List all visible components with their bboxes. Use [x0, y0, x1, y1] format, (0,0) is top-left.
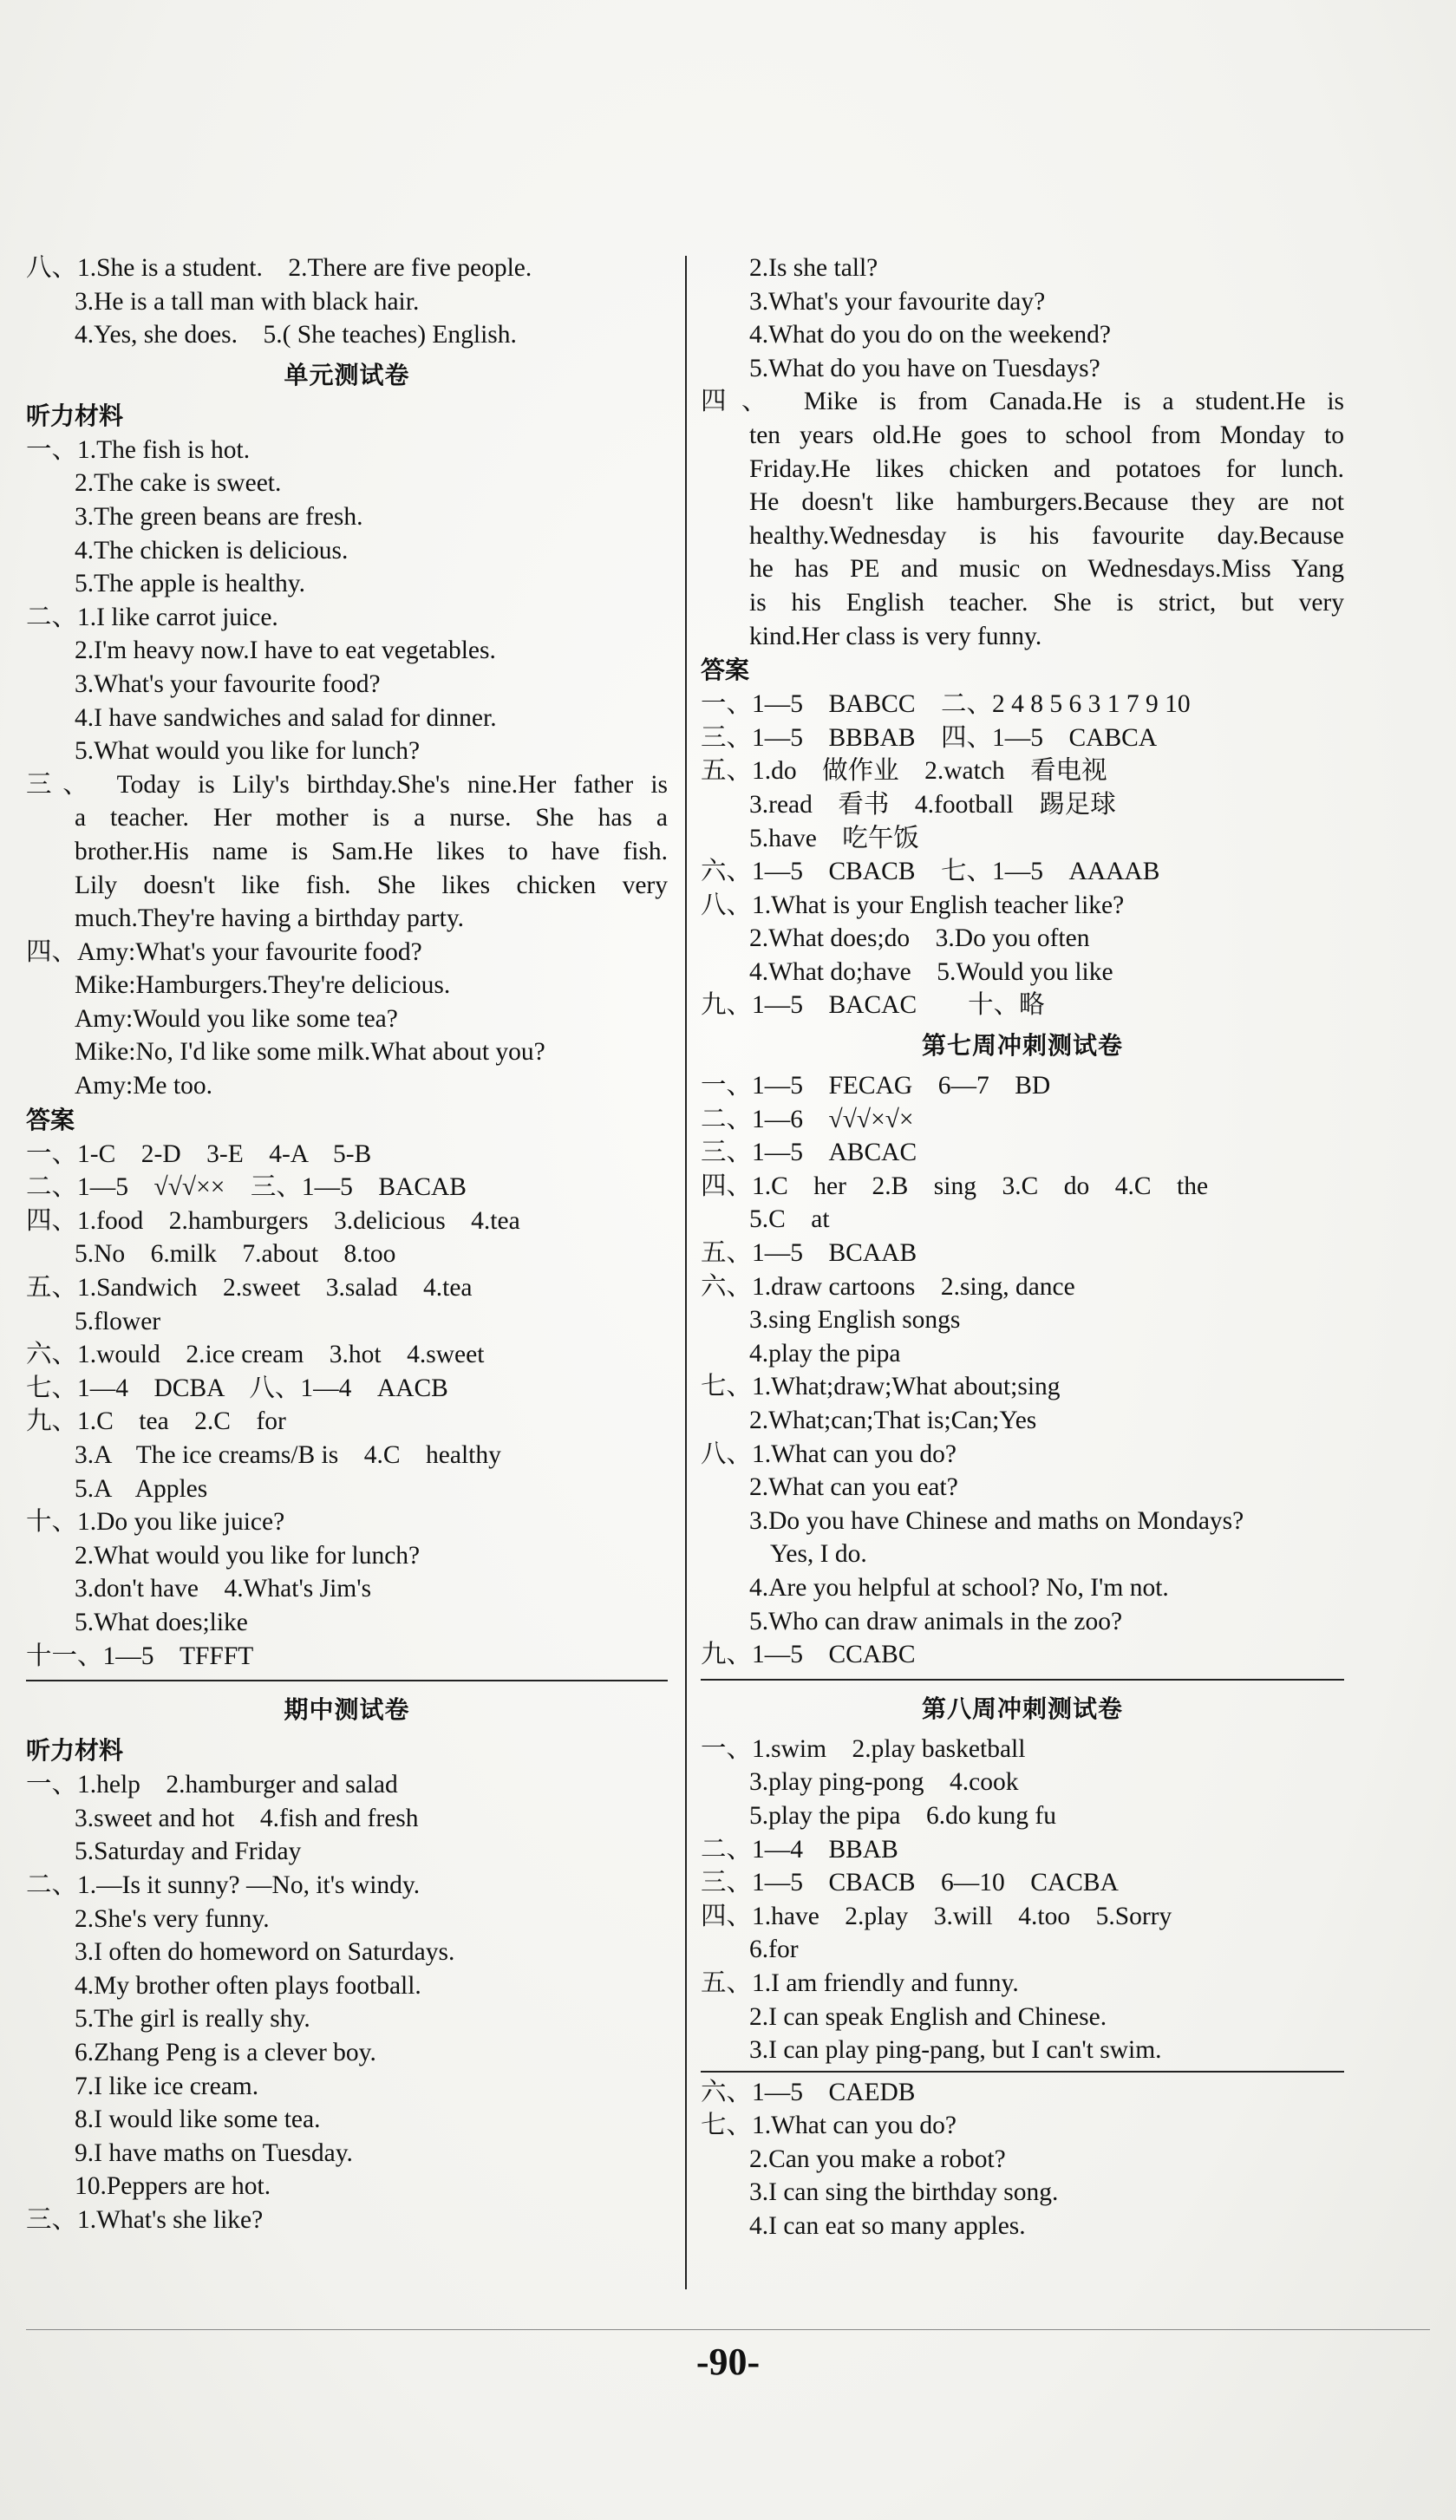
text-line: 三、1—5 ABCAC — [701, 1139, 917, 1167]
text-line: 八、1.She is a student. 2.There are five people. — [26, 254, 532, 282]
text-line: 3.I can sing the birthday song. — [749, 2178, 1059, 2207]
text-line: 七、1—4 DCBA 八、1—4 AACB — [26, 1374, 448, 1402]
text-line: 3.I can play ping-pang, but I can't swim. — [749, 2036, 1162, 2065]
text-line: 4.What do you do on the weekend? — [749, 321, 1111, 349]
text-line: 二、1—5 √√√×× 三、1—5 BACAB — [26, 1173, 467, 1202]
section-separator — [701, 2071, 1344, 2073]
text-line: 3.play ping-pong 4.cook — [749, 1768, 1019, 1797]
text-line: 5.play the pipa 6.do kung fu — [749, 1801, 1056, 1830]
text-line: 4.My brother often plays football. — [75, 1971, 421, 2000]
text-line: 三、1—5 BBBAB 四、1—5 CABCA — [701, 723, 1158, 752]
text-line: 五、1.I am friendly and funny. — [701, 1968, 1019, 1997]
text-line: 2.What would you like for lunch? — [75, 1541, 421, 1570]
text-line: 十一、1—5 TFFFT — [26, 1642, 254, 1670]
text-line: 3.The green beans are fresh. — [75, 502, 363, 531]
section-label: 答案 — [26, 1105, 75, 1134]
text-line: brother.His name is Sam.He likes to have fish. — [75, 837, 668, 865]
text-line: 四、1.C her 2.B sing 3.C do 4.C the — [701, 1172, 1209, 1200]
text-line: Friday.He likes chicken and potatoes for lunch. — [749, 454, 1344, 483]
text-line: 八、1.What can you do? — [701, 1440, 957, 1468]
text-line: Amy:Me too. — [75, 1072, 212, 1100]
text-line: Amy:Would you like some tea? — [75, 1004, 398, 1033]
text-line: 2.The cake is sweet. — [75, 469, 282, 498]
text-line: 6.Zhang Peng is a clever boy. — [75, 2038, 376, 2066]
text-line: 九、1—5 CCABC — [701, 1641, 916, 1669]
text-line: 一、1—5 BABCC 二、2 4 8 5 6 3 1 7 9 10 — [701, 690, 1191, 719]
text-line: a teacher. Her mother is a nurse. She has a — [75, 804, 668, 832]
text-line: 5.flower — [75, 1307, 161, 1335]
text-line: 3.Do you have Chinese and maths on Mondays? — [749, 1506, 1244, 1535]
text-line: 3.sing English songs — [749, 1306, 961, 1335]
text-line: Lily doesn't like fish. She likes chicken very — [75, 871, 668, 899]
section-label: 答案 — [701, 656, 750, 685]
text-line: 三、1—5 CBACB 6—10 CACBA — [701, 1869, 1119, 1897]
text-line: 3.What's your favourite day? — [749, 287, 1046, 316]
text-line: 五、1.do 做作业 2.watch 看电视 — [701, 757, 1107, 786]
text-line: 4.I have sandwiches and salad for dinner. — [75, 703, 497, 732]
section-separator — [26, 1680, 668, 1681]
text-line: 4.The chicken is delicious. — [75, 536, 349, 565]
text-line: 3.I often do homeword on Saturdays. — [75, 1938, 455, 1967]
text-line: 2.Is she tall? — [749, 254, 878, 282]
text-line: 九、1.C tea 2.C for — [26, 1407, 286, 1436]
text-line: he has PE and music on Wednesdays.Miss Yang — [749, 555, 1344, 584]
text-line: 二、1—6 √√√×√× — [701, 1105, 914, 1133]
text-line: 3.don't have 4.What's Jim's — [75, 1575, 372, 1603]
text-line: 5.What do you have on Tuesdays? — [749, 354, 1100, 382]
text-line: 四、Amy:What's your favourite food? — [26, 937, 422, 966]
text-line: 5.Who can draw animals in the zoo? — [749, 1607, 1123, 1635]
text-line: 5.The girl is really shy. — [75, 2005, 310, 2034]
section-title: 单元测试卷 — [284, 360, 410, 389]
text-line: 六、1.would 2.ice cream 3.hot 4.sweet — [26, 1341, 485, 1369]
text-line: is his English teacher. She is strict, but very — [749, 588, 1344, 617]
text-line: 5.What does;like — [75, 1608, 248, 1636]
text-line: 六、1—5 CBACB 七、1—5 AAAAB — [701, 858, 1160, 886]
text-line: 3.He is a tall man with black hair. — [75, 287, 420, 316]
text-line: 4.Are you helpful at school? No, I'm not. — [749, 1573, 1169, 1602]
section-title: 第七周冲刺测试卷 — [921, 1031, 1123, 1061]
text-line: Mike:No, I'd like some milk.What about you? — [75, 1038, 545, 1067]
text-line: 5.The apple is healthy. — [75, 570, 305, 598]
text-line: ten years old.He goes to school from Monday to — [749, 421, 1344, 449]
text-line: 五、1—5 BCAAB — [701, 1239, 917, 1268]
text-line: kind.Her class is very funny. — [749, 622, 1042, 650]
text-line: 十、1.Do you like juice? — [26, 1508, 285, 1537]
text-line: 2.What;can;That is;Can;Yes — [749, 1407, 1037, 1434]
text-line: 5.C at — [749, 1205, 830, 1234]
text-line: 八、1.What is your English teacher like? — [701, 891, 1125, 919]
text-line: 9.I have maths on Tuesday. — [75, 2138, 353, 2167]
text-line: 2.She's very funny. — [75, 1904, 270, 1933]
text-line: Yes, I do. — [770, 1540, 867, 1569]
text-line: 五、1.Sandwich 2.sweet 3.salad 4.tea — [26, 1274, 473, 1302]
text-line: 九、1—5 BACAC 十、略 — [701, 991, 1045, 1020]
text-line: 5.What would you like for lunch? — [75, 737, 421, 766]
text-line: 3.read 看书 4.football 踢足球 — [749, 790, 1116, 819]
text-line: 二、1.I like carrot juice. — [26, 603, 278, 631]
section-title: 期中测试卷 — [284, 1695, 410, 1725]
footer-rule — [26, 2329, 1430, 2330]
text-line: 六、1.draw cartoons 2.sing, dance — [701, 1272, 1075, 1301]
text-line: 4.Yes, she does. 5.( She teaches) English. — [75, 321, 517, 349]
section-label: 听力材料 — [26, 1736, 124, 1766]
text-line: 三、 Today is Lily's birthday.She's nine.Her father is — [26, 770, 668, 799]
text-line: 6.for — [749, 1936, 799, 1964]
text-line: 5.A Apples — [75, 1474, 208, 1503]
text-line: Mike:Hamburgers.They're delicious. — [75, 971, 451, 1000]
text-line: 一、1.help 2.hamburger and salad — [26, 1771, 398, 1799]
text-line: 7.I like ice cream. — [75, 2072, 259, 2100]
text-line: 5.No 6.milk 7.about 8.too — [75, 1240, 396, 1269]
text-line: 三、1.What's she like? — [26, 2205, 264, 2234]
text-line: 5.Saturday and Friday — [75, 1838, 302, 1866]
text-line: 2.I'm heavy now.I have to eat vegetables. — [75, 637, 496, 665]
text-line: 二、1—4 BBAB — [701, 1835, 898, 1864]
text-line: 一、1—5 FECAG 6—7 BD — [701, 1072, 1051, 1100]
text-line: 10.Peppers are hot. — [75, 2172, 271, 2201]
text-line: 七、1.What;draw;What about;sing — [701, 1373, 1061, 1401]
text-line: 5.have 吃午饭 — [749, 824, 919, 852]
text-line: 3.What's your favourite food? — [75, 669, 381, 698]
text-line: much.They're having a birthday party. — [75, 904, 465, 933]
text-line: healthy.Wednesday is his favourite day.Because — [749, 521, 1344, 550]
column-divider — [685, 256, 687, 2289]
text-line: 四、1.have 2.play 3.will 4.too 5.Sorry — [701, 1902, 1172, 1930]
section-title: 第八周冲刺测试卷 — [921, 1694, 1123, 1723]
text-line: 2.I can speak English and Chinese. — [749, 2002, 1107, 2031]
page-number: -90- — [695, 2340, 761, 2383]
text-line: 四、 Mike is from Canada.He is a student.He is — [701, 388, 1344, 416]
text-line: 2.What can you eat? — [749, 1473, 958, 1502]
text-line: 四、1.food 2.hamburgers 3.delicious 4.tea — [26, 1206, 520, 1235]
text-line: 4.play the pipa — [749, 1339, 901, 1368]
text-line: 8.I would like some tea. — [75, 2105, 321, 2134]
text-line: He doesn't like hamburgers.Because they are not — [749, 488, 1344, 517]
text-line: 七、1.What can you do? — [701, 2112, 957, 2140]
section-separator — [701, 1679, 1344, 1681]
text-line: 一、1-C 2-D 3-E 4-A 5-B — [26, 1139, 372, 1168]
text-line: 二、1.—Is it sunny? —No, it's windy. — [26, 1870, 421, 1899]
text-line: 3.sweet and hot 4.fish and fresh — [75, 1804, 419, 1832]
text-line: 4.I can eat so many apples. — [749, 2212, 1026, 2241]
right-column — [701, 251, 1344, 2243]
left-column — [26, 251, 668, 2236]
text-line: 六、1—5 CAEDB — [701, 2078, 916, 2106]
text-line: 2.What does;do 3.Do you often — [749, 924, 1090, 953]
text-line: 3.A The ice creams/B is 4.C healthy — [75, 1441, 501, 1469]
section-label: 听力材料 — [26, 401, 124, 430]
text-line: 4.What do;have 5.Would you like — [749, 957, 1113, 986]
text-line: 一、1.swim 2.play basketball — [701, 1734, 1026, 1763]
text-line: 2.Can you make a robot? — [749, 2145, 1006, 2173]
text-line: 一、1.The fish is hot. — [26, 435, 251, 464]
